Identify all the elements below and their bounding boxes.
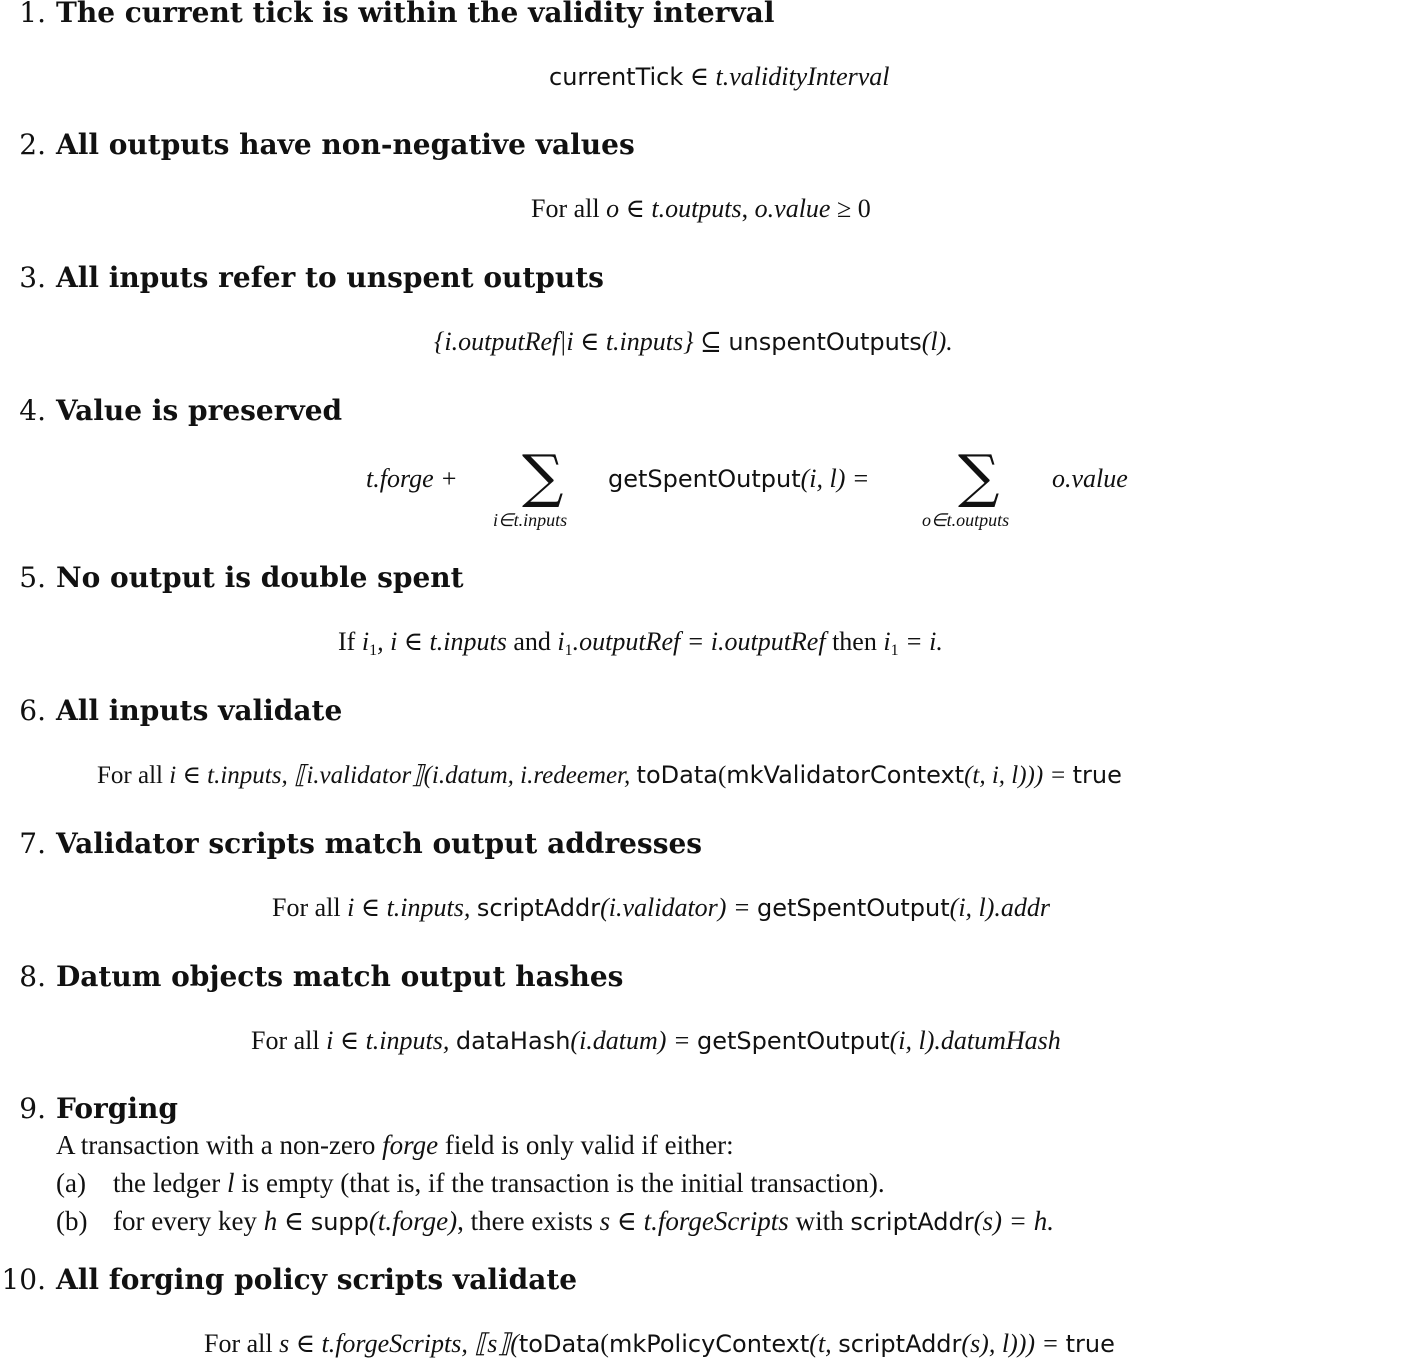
formula-rhs — [1052, 464, 1128, 494]
body-text: l — [226, 1168, 235, 1198]
item-number: 6. — [19, 694, 46, 727]
body-text: s ∈ t.forgeScripts — [599, 1206, 789, 1236]
formula-text: If — [338, 627, 362, 656]
formula-scripts — [272, 893, 1050, 923]
formula-text: i ∈ t.inputs, — [347, 893, 477, 922]
formula-text: (s), l))) = — [961, 1329, 1066, 1358]
formula-mid — [608, 464, 869, 494]
value-true: true — [1072, 761, 1122, 789]
formula-text: For all — [251, 1026, 327, 1055]
formula-text: For all — [272, 893, 348, 922]
formula-text: (t, — [809, 1329, 839, 1358]
formula-text: For all — [531, 194, 607, 223]
formula-text: (l). — [921, 327, 953, 356]
item-number: 2. — [19, 128, 46, 161]
body-text: field is only valid if either: — [438, 1130, 734, 1160]
list-item — [113, 1206, 1054, 1237]
sum-symbol: ∑ — [522, 442, 564, 510]
item-number: 4. — [19, 394, 46, 427]
formula-text: (i, l) = — [800, 464, 870, 493]
list-label: (a) — [56, 1168, 86, 1198]
subscript: 1 — [369, 642, 378, 659]
formula-text: i — [883, 627, 891, 656]
formula-text: (i, l).datumHash — [889, 1026, 1061, 1055]
fn-name: supp — [310, 1208, 369, 1236]
formula-text: ( — [717, 762, 727, 789]
formula-text: o.value — [1052, 464, 1128, 493]
formula-nonneg — [531, 194, 871, 224]
fn-name: currentTick — [549, 63, 684, 91]
formula-text: ∈ t.validityInterval — [683, 62, 890, 91]
formula-text: i ∈ t.inputs, ⟦i.validator⟧(i.datum, i.redeemer, — [169, 762, 637, 789]
item-number: 8. — [19, 960, 46, 993]
value-true: true — [1065, 1330, 1115, 1358]
formula-text: ≥ 0 — [830, 194, 871, 223]
body-text: is empty (that is, if the transaction is the initial transaction). — [234, 1168, 885, 1198]
subscript: 1 — [564, 642, 573, 659]
item-heading: All forging policy scripts validate — [56, 1263, 578, 1296]
formula-text: o.value — [754, 194, 831, 223]
formula-text: ∈ — [619, 194, 652, 223]
fn-name: scriptAddr — [838, 1330, 962, 1358]
fn-name: getSpentOutput — [697, 1027, 890, 1055]
formula-text: and — [506, 627, 558, 656]
item-number: 7. — [19, 827, 46, 860]
sum-limit: o∈t.outputs — [922, 510, 1010, 530]
fn-name: getSpentOutput — [608, 465, 801, 493]
formula-text: For all — [204, 1329, 280, 1358]
formula-double-spend — [338, 627, 943, 660]
body-text: for every key — [113, 1206, 264, 1236]
formula-text: = i. — [898, 627, 943, 656]
formula-datum — [251, 1026, 1061, 1056]
formula-text: .outputRef = i.outputRef — [572, 627, 826, 656]
formula-text: i ∈ t.inputs, — [326, 1026, 456, 1055]
forging-paragraph — [56, 1130, 734, 1161]
item-heading: The current tick is within the validity interval — [56, 0, 775, 29]
body-text: (t.forge) — [368, 1206, 458, 1236]
formula-text: t.outputs — [651, 194, 742, 223]
formula-lhs — [366, 464, 458, 494]
formula-text: , — [741, 194, 755, 223]
formula-text: (t, i, l))) = — [964, 762, 1073, 789]
fn-name: scriptAddr — [476, 894, 601, 922]
item-number: 9. — [19, 1092, 46, 1125]
formula-text: t.forge + — [366, 464, 458, 493]
item-heading: All outputs have non-negative values — [56, 128, 635, 161]
body-text: the ledger — [113, 1168, 227, 1198]
formula-validate — [97, 760, 1122, 790]
formula-text: (i.datum) = — [570, 1026, 697, 1055]
item-heading: No output is double spent — [56, 561, 464, 594]
item-heading: Datum objects match output hashes — [56, 960, 624, 993]
subscript: 1 — [890, 642, 899, 659]
body-text: , there exists — [457, 1206, 600, 1236]
fn-name: toData — [636, 761, 718, 789]
item-heading: All inputs validate — [56, 694, 343, 727]
body-text: forge — [382, 1130, 439, 1160]
formula-text: then — [825, 627, 884, 656]
body-text: A transaction with a non-zero — [56, 1130, 383, 1160]
item-heading: Value is preserved — [56, 394, 343, 427]
body-text: with — [788, 1206, 851, 1236]
formula-text: ⊆ — [693, 327, 729, 356]
item-number: 3. — [19, 261, 46, 294]
sum-limit: i∈t.inputs — [493, 510, 568, 530]
formula-text: ( — [600, 1329, 609, 1358]
formula-text: , i ∈ t.inputs — [377, 627, 507, 656]
item-number: 1. — [19, 0, 46, 29]
formula-text: For all — [97, 762, 170, 789]
formula-policy — [204, 1329, 1115, 1359]
item-heading: Forging — [56, 1092, 178, 1125]
formula-text: (i, l).addr — [949, 893, 1051, 922]
item-number: 10. — [1, 1263, 46, 1296]
body-text: h ∈ — [263, 1206, 311, 1236]
fn-name: toData — [518, 1330, 601, 1358]
formula-text: (i.validator) = — [600, 893, 758, 922]
fn-name: mkValidatorContext — [726, 761, 965, 789]
formula-text: s ∈ t.forgeScripts, ⟦s⟧( — [279, 1329, 519, 1358]
list-item — [113, 1168, 885, 1199]
body-text: (s) = h. — [973, 1206, 1055, 1236]
formula-validity — [549, 62, 890, 92]
sum-symbol: ∑ — [958, 442, 1000, 510]
formula-text: o — [606, 194, 620, 223]
formula-text: i — [557, 627, 565, 656]
list-label: (b) — [56, 1206, 88, 1236]
fn-name: unspentOutputs — [728, 328, 922, 356]
fn-name: scriptAddr — [850, 1208, 974, 1236]
formula-unspent — [434, 327, 953, 357]
item-number: 5. — [19, 561, 46, 594]
formula-text: i — [361, 627, 370, 656]
item-heading: Validator scripts match output addresses — [56, 827, 703, 860]
formula-text: {i.outputRef|i ∈ t.inputs} — [434, 327, 694, 356]
fn-name: mkPolicyContext — [608, 1330, 810, 1358]
fn-name: getSpentOutput — [757, 894, 950, 922]
item-heading: All inputs refer to unspent outputs — [56, 261, 604, 294]
fn-name: dataHash — [455, 1027, 571, 1055]
